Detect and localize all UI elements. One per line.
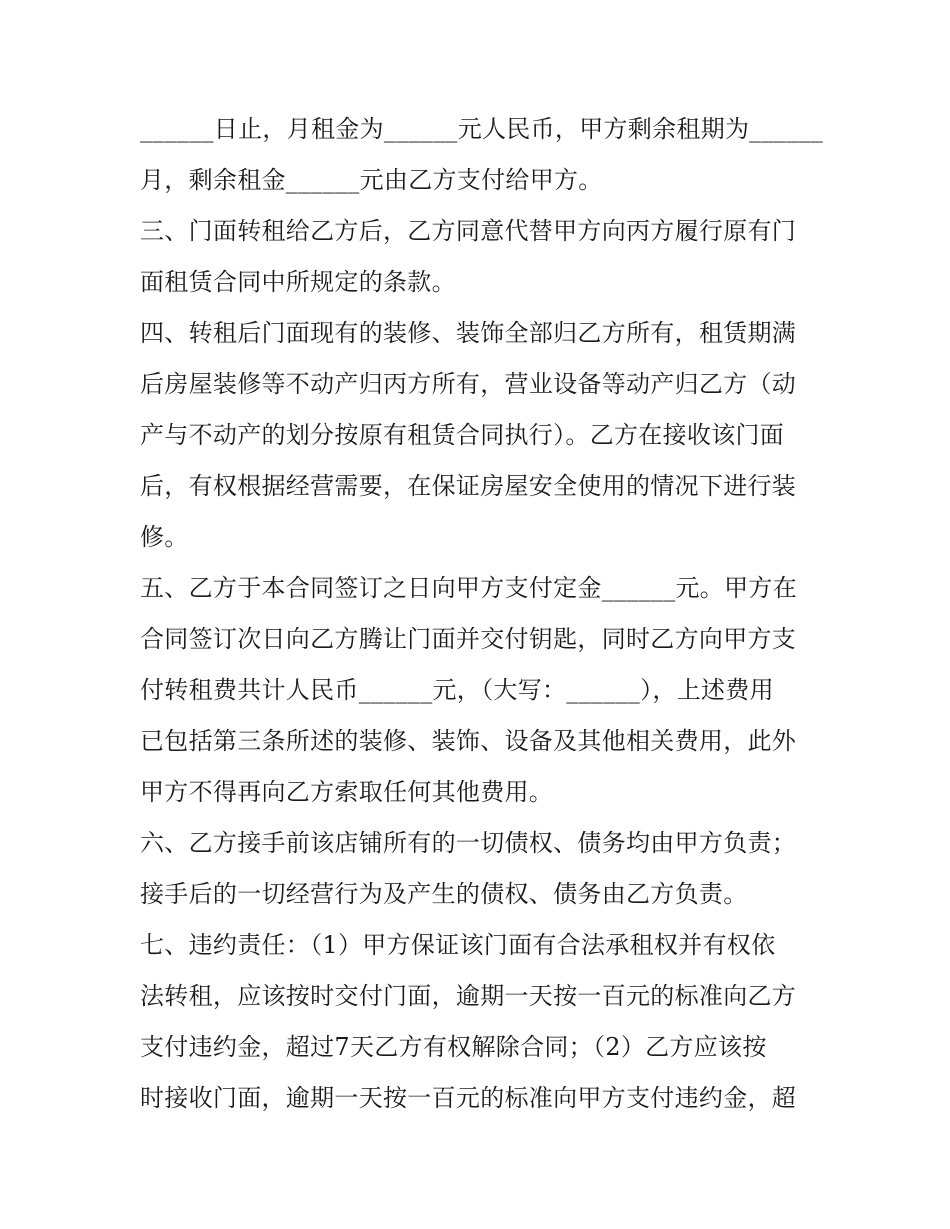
text-line: 时接收门面，逾期一天按一百元的标准向甲方支付违约金，超 bbox=[140, 1084, 797, 1112]
text-line: 五、乙方于本合同签订之日向甲方支付定金______元。甲方在 bbox=[140, 574, 797, 602]
text-line: 六、乙方接手前该店铺所有的一切债权、债务均由甲方负责； bbox=[140, 829, 797, 857]
contract-text-body bbox=[140, 104, 824, 1124]
text-line: 后，有权根据经营需要，在保证房屋安全使用的情况下进行装 bbox=[140, 472, 797, 500]
text-line: 修。 bbox=[140, 523, 189, 551]
text-line: 合同签订次日向乙方腾让门面并交付钥匙，同时乙方向甲方支 bbox=[140, 625, 797, 653]
text-line: 四、转租后门面现有的装修、装饰全部归乙方所有，租赁期满 bbox=[140, 319, 797, 347]
text-line: 付转租费共计人民币______元，（大写：______），上述费用 bbox=[140, 676, 774, 704]
text-line: 接手后的一切经营行为及产生的债权、债务由乙方负责。 bbox=[140, 880, 748, 908]
text-line: 产与不动产的划分按原有租赁合同执行）。乙方在接收该门面 bbox=[140, 421, 785, 449]
text-line: ______日止，月租金为______元人民币，甲方剩余租期为______ bbox=[140, 115, 824, 143]
text-line: 已包括第三条所述的装修、装饰、设备及其他相关费用，此外 bbox=[140, 727, 797, 755]
text-line: 甲方不得再向乙方索取任何其他费用。 bbox=[140, 778, 554, 806]
text-line: 面租赁合同中所规定的条款。 bbox=[140, 268, 456, 296]
text-line: 法转租，应该按时交付门面，逾期一天按一百元的标准向乙方 bbox=[140, 982, 797, 1010]
text-line: 支付违约金，超过7天乙方有权解除合同；（2）乙方应该按 bbox=[140, 1033, 767, 1061]
text-line: 七、违约责任：（1）甲方保证该门面有合法承租权并有权依 bbox=[140, 931, 776, 959]
text-line: 三、门面转租给乙方后，乙方同意代替甲方向丙方履行原有门 bbox=[140, 217, 797, 245]
text-line: 后房屋装修等不动产归丙方所有，营业设备等动产归乙方（动 bbox=[140, 370, 797, 398]
text-line: 月，剩余租金______元由乙方支付给甲方。 bbox=[140, 166, 603, 194]
